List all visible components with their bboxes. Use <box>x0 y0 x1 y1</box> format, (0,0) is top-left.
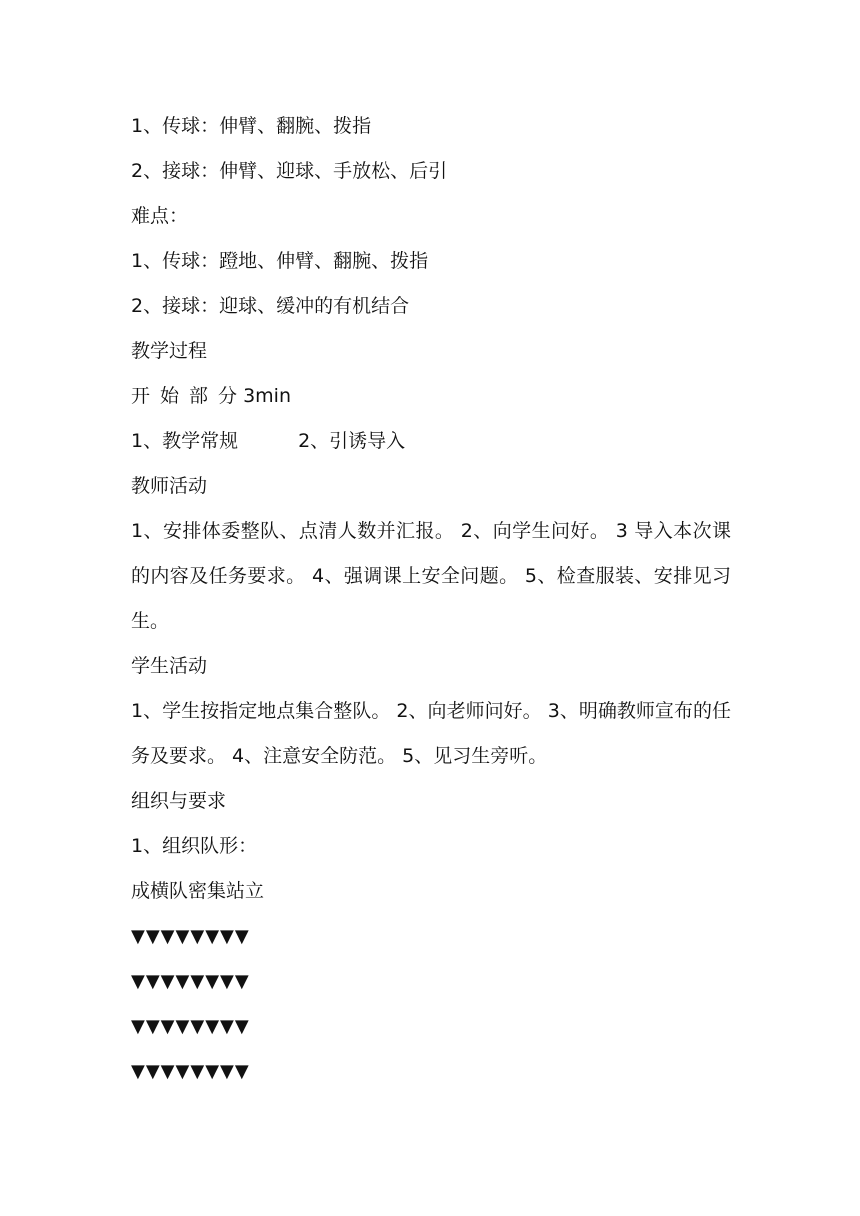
formation-row: ▼▼▼▼▼▼▼▼ <box>131 971 250 992</box>
formation-row: ▼▼▼▼▼▼▼▼ <box>131 1016 250 1037</box>
start-char-2: 始 <box>160 385 180 407</box>
routine-item-2: 2、引诱导入 <box>298 430 406 452</box>
pass-technique-line: 1、传球：伸臂、翻腕、拨指 <box>131 115 372 137</box>
formation-label: 1、组织队形： <box>131 835 258 857</box>
student-activity-heading: 学生活动 <box>131 655 208 677</box>
start-char-3: 部 <box>189 385 209 407</box>
catch-technique-line: 2、接球：伸臂、迎球、手放松、后引 <box>131 160 448 182</box>
start-char-4: 分 3min <box>218 385 292 407</box>
routine-line <box>131 419 731 464</box>
catch-difficulty-line: 2、接球：迎球、缓冲的有机结合 <box>131 295 410 317</box>
teaching-process-heading: 教学过程 <box>131 340 208 362</box>
teacher-activity-heading: 教师活动 <box>131 475 208 497</box>
document-body <box>131 104 731 1094</box>
start-char-1: 开 <box>131 385 151 407</box>
routine-item-1: 1、教学常规 <box>131 430 239 452</box>
teacher-activity-text: 1、安排体委整队、点清人数并汇报。 2、向学生问好。 3 导入本次课的内容及任务要求。 4、强调课上安全问题。 5、检查服装、安排见习生。 <box>131 520 731 632</box>
formation-row: ▼▼▼▼▼▼▼▼ <box>131 926 250 947</box>
difficulty-heading: 难点： <box>131 205 189 227</box>
start-section-line <box>131 374 731 419</box>
formation-description: 成横队密集站立 <box>131 880 265 902</box>
formation-row: ▼▼▼▼▼▼▼▼ <box>131 1061 250 1082</box>
student-activity-text: 1、学生按指定地点集合整队。 2、向老师问好。 3、明确教师宣布的任务及要求。 4、注意安全防范。 5、见习生旁听。 <box>131 700 731 767</box>
pass-difficulty-line: 1、传球：蹬地、伸臂、翻腕、拨指 <box>131 250 429 272</box>
organization-heading: 组织与要求 <box>131 790 227 812</box>
